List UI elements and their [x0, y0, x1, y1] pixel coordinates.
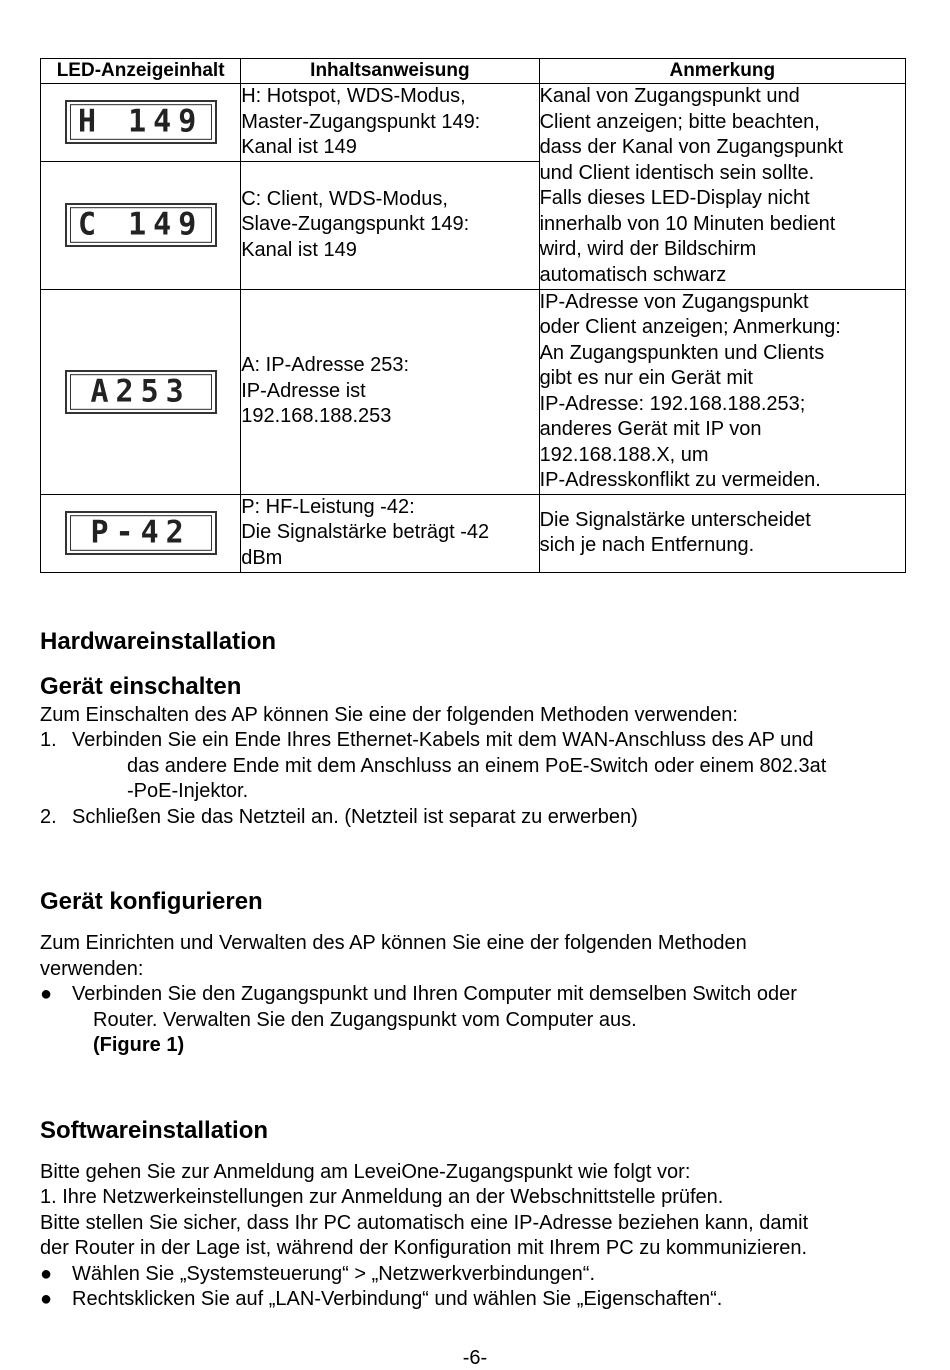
note-line: und Client identisch sein sollte. — [539, 161, 815, 184]
led-cell — [41, 289, 241, 494]
note-line: IP-Adresse von Zugangspunkt — [539, 290, 809, 313]
table-row — [41, 494, 906, 572]
subsection-title-configure: Gerät konfigurieren — [40, 888, 263, 915]
list-text: Verbinden Sie ein Ende Ihres Ethernet-Kabels mit dem WAN-Anschluss des AP und — [72, 729, 814, 751]
page-number: -6- — [462, 1347, 488, 1369]
note-line: innerhalb von 10 Minuten bedient — [539, 212, 836, 235]
bullet-icon: ● — [40, 1288, 53, 1310]
note-line: Client anzeigen; bitte beachten, — [539, 110, 820, 133]
led-cell — [41, 161, 241, 289]
note-line: Kanal von Zugangspunkt und — [539, 85, 800, 108]
instruction-line: IP-Adresse ist — [241, 379, 366, 402]
section-title-software: Softwareinstallation — [40, 1117, 269, 1144]
instruction-cell — [241, 494, 539, 572]
paragraph: der Router in der Lage ist, während der Konfiguration mit Ihrem PC zu kommunizieren. — [40, 1237, 808, 1259]
instruction-line: A: IP-Adresse 253: — [241, 354, 410, 377]
bullet-text: Rechtsklicken Sie auf „LAN-Verbindung“ und wählen Sie „Eigenschaften“. — [72, 1288, 723, 1310]
instruction-line: P: HF-Leistung -42: — [241, 495, 415, 518]
note-line: wird, wird der Bildschirm — [539, 238, 757, 261]
paragraph: 1. Ihre Netzwerkeinstellungen zur Anmeldung an der Webschnittstelle prüfen. — [40, 1186, 724, 1208]
note-line: anderes Gerät mit IP von — [539, 418, 762, 440]
instruction-line: Kanal ist 149 — [241, 238, 357, 261]
bullet-item — [40, 1287, 910, 1313]
note-line: oder Client anzeigen; Anmerkung: — [539, 316, 841, 338]
note-line: gibt es nur ein Gerät mit — [539, 367, 753, 389]
led-display-table — [40, 58, 906, 573]
table-header: LED-Anzeigeinhalt — [41, 59, 241, 84]
led-cell — [41, 494, 241, 572]
table-header-row — [41, 59, 906, 84]
note-line: An Zugangspunkten und Clients — [539, 341, 825, 364]
bullet-icon: ● — [40, 983, 53, 1005]
note-cell — [539, 494, 905, 572]
paragraph: verwenden: — [40, 958, 144, 980]
note-line: Die Signalstärke unterscheidet — [539, 508, 811, 531]
note-cell — [539, 289, 905, 494]
note-line: dass der Kanal von Zugangspunkt — [539, 136, 844, 159]
led-cell — [41, 84, 241, 162]
led-display-icon — [65, 370, 217, 414]
led-display-icon — [65, 100, 217, 144]
list-number: 1. — [40, 729, 57, 751]
note-line: automatisch schwarz — [539, 263, 727, 286]
note-line: IP-Adresskonflikt zu vermeiden. — [539, 469, 821, 491]
instruction-line: H: Hotspot, WDS-Modus, — [241, 85, 466, 107]
bullet-icon: ● — [40, 1263, 53, 1285]
instruction-line: dBm — [241, 546, 283, 569]
section-title-hardware: Hardwareinstallation — [40, 628, 277, 655]
led-display-icon — [65, 511, 217, 555]
figure-reference: (Figure 1) — [93, 1034, 185, 1056]
list-item-continuation: -PoE-Injektor. — [127, 780, 249, 802]
list-item-continuation: das andere Ende mit dem Anschluss an einem PoE-Switch oder einem 802.3at — [127, 755, 827, 777]
instruction-cell — [241, 84, 539, 162]
instruction-line: C: Client, WDS-Modus, — [241, 187, 448, 210]
paragraph: Bitte stellen Sie sicher, dass Ihr PC automatisch eine IP-Adresse beziehen kann, damit — [40, 1212, 809, 1234]
bullet-continuation: Router. Verwalten Sie den Zugangspunkt vom Computer aus. — [93, 1009, 637, 1031]
note-line: 192.168.188.X, um — [539, 443, 709, 466]
led-display-text: P-42 — [70, 515, 212, 551]
paragraph: Bitte gehen Sie zur Anmeldung am LeveiOne-Zugangspunkt wie folgt vor: — [40, 1161, 691, 1183]
led-display-text: H 149 — [70, 104, 212, 140]
instruction-line: 192.168.188.253 — [241, 405, 392, 428]
table-header: Inhaltsanweisung — [241, 59, 539, 84]
instruction-line: Slave-Zugangspunkt 149: — [241, 213, 470, 236]
instruction-cell — [241, 161, 539, 289]
bullet-text: Verbinden Sie den Zugangspunkt und Ihren Computer mit demselben Switch oder — [72, 983, 797, 1005]
bullet-item — [40, 1262, 910, 1288]
led-display-icon — [65, 203, 217, 247]
list-item — [40, 728, 910, 754]
instruction-line: Kanal ist 149 — [241, 136, 357, 158]
table-header: Anmerkung — [539, 59, 905, 84]
table-row — [41, 84, 906, 162]
note-line: sich je nach Entfernung. — [539, 534, 755, 556]
bullet-text: Wählen Sie „Systemsteuerung“ > „Netzwerkverbindungen“. — [72, 1263, 596, 1285]
led-display-text: C 149 — [70, 207, 212, 243]
subsection-title-power: Gerät einschalten — [40, 673, 242, 700]
instruction-line: Die Signalstärke beträgt -42 — [241, 521, 490, 544]
bullet-item — [40, 982, 910, 1008]
paragraph: Zum Einschalten des AP können Sie eine der folgenden Methoden verwenden: — [40, 704, 738, 726]
table-row — [41, 289, 906, 494]
instruction-line: Master-Zugangspunkt 149: — [241, 110, 481, 133]
list-item — [40, 805, 910, 831]
list-text: Schließen Sie das Netzteil an. (Netzteil ist separat zu erwerben) — [72, 806, 638, 828]
list-number: 2. — [40, 806, 57, 828]
note-line: IP-Adresse: 192.168.188.253; — [539, 392, 806, 415]
led-display-text: A253 — [70, 374, 212, 410]
note-cell — [539, 84, 905, 290]
note-line: Falls dieses LED-Display nicht — [539, 187, 810, 210]
instruction-cell — [241, 289, 539, 494]
paragraph: Zum Einrichten und Verwalten des AP können Sie eine der folgenden Methoden — [40, 932, 747, 954]
